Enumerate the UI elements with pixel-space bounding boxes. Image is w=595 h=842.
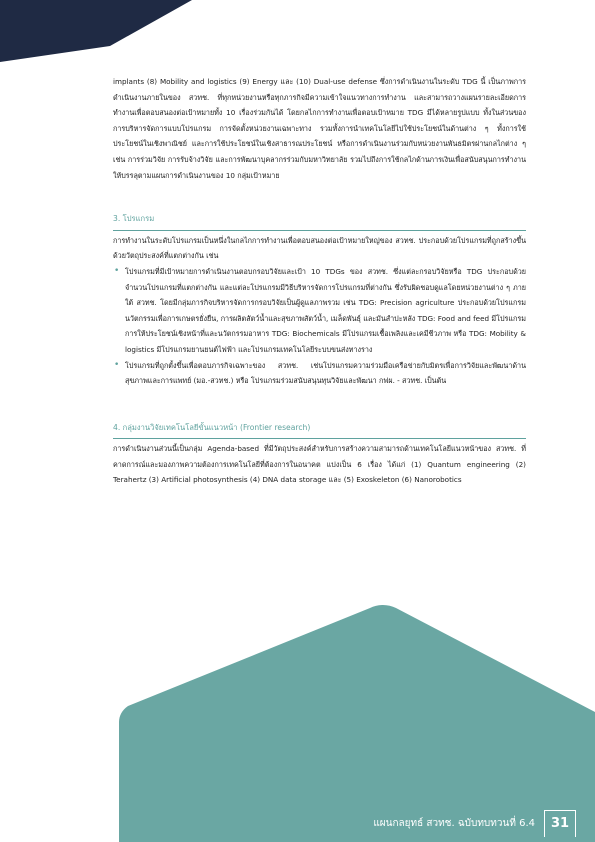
list-item (113, 358, 526, 389)
bullet-icon: • (114, 359, 120, 370)
section-3-paragraph: การทำงานในระดับโปรแกรมเป็นหนึ่งในกลไกการทำงานเพื่อตอบสนองต่อเป้าหมายใหญ่ของ สวทช. ประกอบด้วยโปรแกรมที่ถูกสร้างขึ้นด้วยวัตถุประสงค์ที่แตกต่างกัน เช่น (113, 235, 526, 261)
page-content (113, 74, 526, 488)
section-frontier-research (113, 420, 526, 488)
section-programs (113, 211, 526, 389)
bullet-icon: • (114, 265, 120, 276)
intro-paragraph: implants (8) Mobility and logistics (9) Energy และ (10) Dual-use defense ซึ่งการดำเนินงานในระดับ TDG นี้ เป็นภาพการดำเนินงานภายในของ สวทช. ที่ทุกหน่วยงานหรือทุกภารกิจมีความเข้าใจแนวทางการทำงาน และสามารถวางแผนรายละเอียดการทำงานเพื่อตอบสนองต่อเป้าหมายทั้ง 10 เรื่องร่วมกันได้ โดยกลไกการทำงานเพื่อตอบเป้าหมาย TDG มีได้หลายรูปแบบ ทั้งในส่วนของการบริหารจัดการแบบโปรแกรม การจัดตั้งหน่วยงานเฉพาะทาง รวมทั้งการนำเทคโนโลยีไปใช้ประโยชน์ในด้านต่าง ๆ ทั้งการใช้ประโยชน์ในเชิงพาณิชย์ และการใช้ประโยชน์ในเชิงสาธารณประโยชน์ หรือการดำเนินงานร่วมกับหน่วยงานพันธมิตรผ่านกลไกต่าง ๆ เช่น การร่วมวิจัย การรับจ้างวิจัย และการพัฒนาบุคลากรร่วมกับมหาวิทยาลัย รวมไปถึงการใช้กลไกด้านการเงินเพื่อสนับสนุนการทำงานให้บรรลุตามแผนการดำเนินงานของ 10 กลุ่มเป้าหมาย (113, 77, 526, 180)
page-number: 31 (544, 810, 576, 837)
list-item (113, 264, 526, 358)
section-3-heading: 3. โปรแกรม (113, 211, 526, 231)
program-bullet-list (113, 264, 526, 389)
bullet-text: โปรแกรมที่ถูกตั้งขึ้นเพื่อตอบภารกิจเฉพาะของ สวทช. เช่นโปรแกรมความร่วมมือเครือข่ายกับมิตรเพื่อการวิจัยและพัฒนาด้านสุขภาพและการแพทย์ (มอ.-สวทช.) หรือ โปรแกรมร่วมสนับสนุนทุนวิจัยและพัฒนา กฟผ. - สวทช. เป็นต้น (125, 360, 526, 386)
section-4-heading: 4. กลุ่มงานวิจัยเทคโนโลยีขั้นแนวหน้า (Frontier research) (113, 420, 526, 440)
bullet-text: โปรแกรมที่มีเป้าหมายการดำเนินงานตอบกรอบวิจัยและเป้า 10 TDGs ของ สวทช. ซึ่งแต่ละกรอบวิจัยหรือ TDG ประกอบด้วยจำนวนโปรแกรมที่แตกต่างกัน และแต่ละโปรแกรมมีวิธีบริหารจัดการโปรแกรมที่ต่างกัน ซึ่งรับผิดชอบดูแลโดยหน่วยงานต่าง ๆ ภายใต้ สวทช. โดยมีกลุ่มภารกิจบริหารจัดการกรอบวิจัยเป็นผู้ดูแลภาพรวม เช่น TDG: Precision agriculture ประกอบด้วยโปรแกรมนวัตกรรมเพื่อการเกษตรยั่งยืน, การผลิตสัตว์น้ำและสุขภาพสัตว์น้ำ, เมล็ดพันธุ์ และมันสำปะหลัง TDG: Food and feed มีโปรแกรมการให้ประโยชน์เชิงหน้าที่และนวัตกรรมอาหาร TDG: Biochemicals มีโปรแกรมเชื้อเพลิงและเคมีชีวภาพ หรือ TDG: Mobility & logistics มีโปรแกรมยานยนต์ไฟฟ้า และโปรแกรมเทคโนโลยีระบบขนส่งทางราง (125, 266, 526, 354)
footer-title: แผนกลยุทธ์ สวทช. ฉบับทบทวนที่ 6.4 (373, 818, 535, 829)
section-4-paragraph: การดำเนินงานส่วนนี้เป็นกลุ่ม Agenda-based ที่มีวัตถุประสงค์สำหรับการสร้างความสามารถด้านเทคโนโลยีแนวหน้าของ สวทช. ที่คาดการณ์และมองภาพความต้องการเทคโนโลยีที่ต้องการในอนาคต แบ่งเป็น 6 เรื่อง ได้แก่ (1) Quantum engineering (2) Terahertz (3) Artificial photosynthesis (4) DNA data storage และ (5) Exoskeleton (6) Nanorobotics (113, 444, 526, 485)
